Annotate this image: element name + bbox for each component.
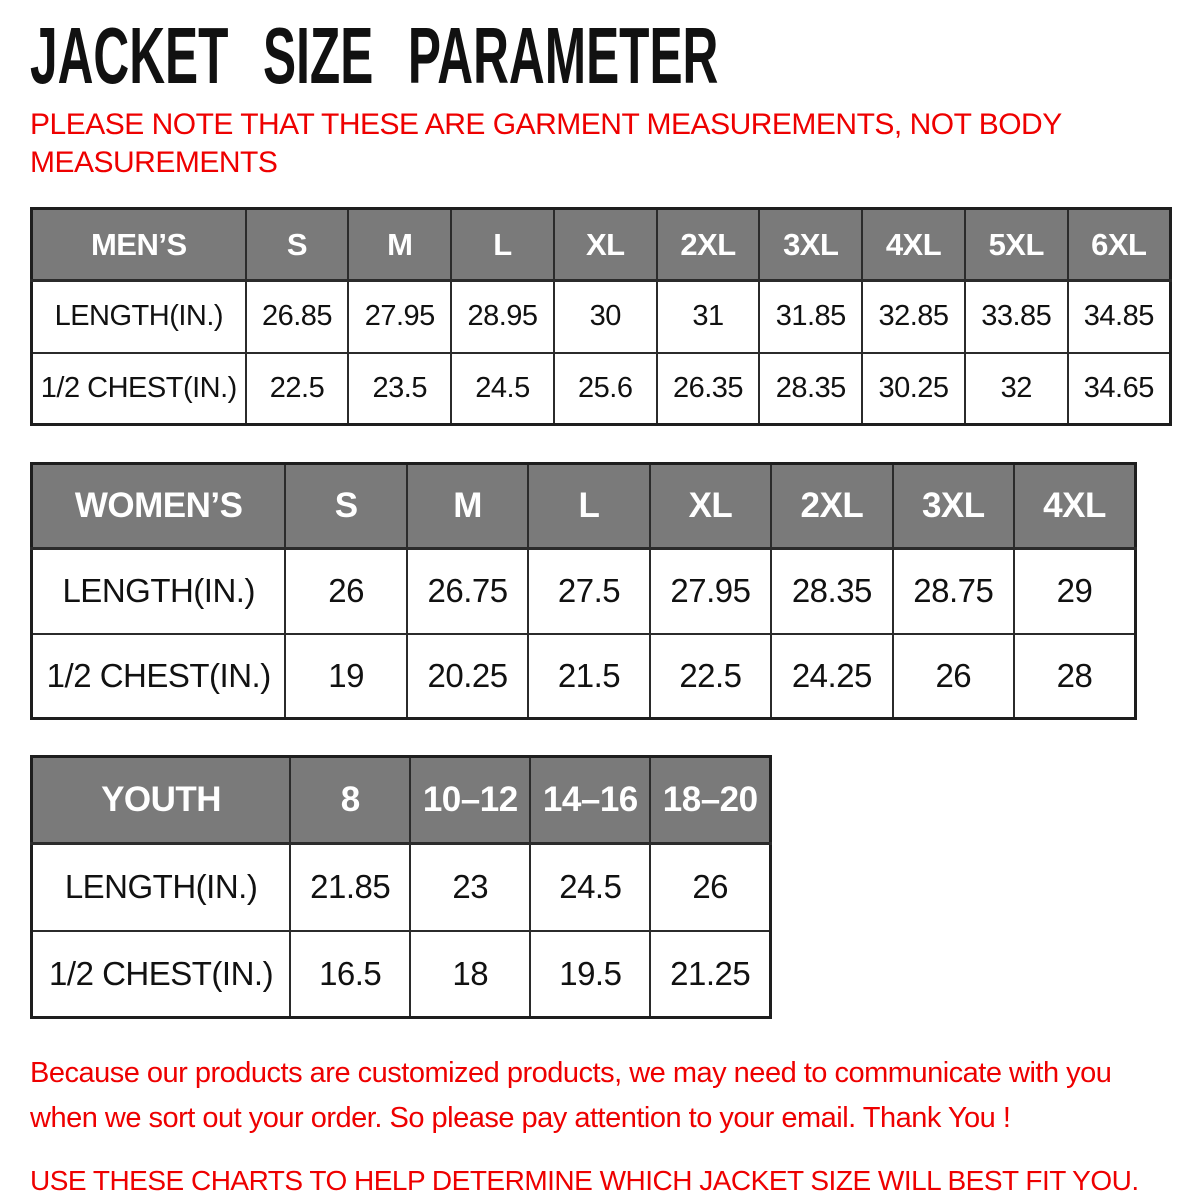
size-header-cell: 3XL <box>893 464 1014 549</box>
size-header-cell: L <box>451 209 554 281</box>
value-cell: 27.95 <box>348 281 451 353</box>
value-cell: 32.85 <box>862 281 965 353</box>
value-cell: 24.25 <box>771 634 892 719</box>
measurement-row <box>32 844 771 931</box>
value-cell: 19 <box>285 634 406 719</box>
row-label-cell: LENGTH(IN.) <box>32 281 246 353</box>
row-label-cell: 1/2 CHEST(IN.) <box>32 353 246 425</box>
value-cell: 26 <box>285 549 406 634</box>
value-cell: 21.85 <box>290 844 410 931</box>
value-cell: 22.5 <box>246 353 349 425</box>
table-title-cell: MEN’S <box>32 209 246 281</box>
value-cell: 28.35 <box>771 549 892 634</box>
size-header-cell: M <box>407 464 528 549</box>
value-cell: 19.5 <box>530 931 650 1018</box>
header-row <box>32 464 1136 549</box>
value-cell: 30.25 <box>862 353 965 425</box>
value-cell: 16.5 <box>290 931 410 1018</box>
value-cell: 28.95 <box>451 281 554 353</box>
size-header-cell: 14–16 <box>530 757 650 844</box>
value-cell: 28 <box>1014 634 1135 719</box>
value-cell: 28.75 <box>893 549 1014 634</box>
row-label-cell: 1/2 CHEST(IN.) <box>32 931 291 1018</box>
row-label-cell: 1/2 CHEST(IN.) <box>32 634 286 719</box>
value-cell: 26.85 <box>246 281 349 353</box>
value-cell: 27.5 <box>528 549 649 634</box>
size-header-cell: 2XL <box>657 209 760 281</box>
header-row <box>32 757 771 844</box>
garment-measurement-note <box>30 106 1172 181</box>
size-header-cell: 5XL <box>965 209 1068 281</box>
value-cell: 27.95 <box>650 549 771 634</box>
value-cell: 28.35 <box>759 353 862 425</box>
measurement-row <box>32 931 771 1018</box>
size-header-cell: 10–12 <box>410 757 530 844</box>
value-cell: 34.65 <box>1068 353 1171 425</box>
page-title <box>30 11 1172 100</box>
customization-notice-line-2: when we sort out your order. So please pay attention to your email. Thank You ! <box>30 1101 1011 1134</box>
size-header-cell: 4XL <box>862 209 965 281</box>
value-cell: 31 <box>657 281 760 353</box>
size-header-cell: M <box>348 209 451 281</box>
value-cell: 21.25 <box>650 931 770 1018</box>
value-cell: 26.75 <box>407 549 528 634</box>
customization-notice-line-1: Because our products are customized products, we may need to communicate with you <box>30 1057 1112 1089</box>
table-title-cell: WOMEN’S <box>32 464 286 549</box>
value-cell: 34.85 <box>1068 281 1171 353</box>
size-header-cell: S <box>285 464 406 549</box>
value-cell: 32 <box>965 353 1068 425</box>
value-cell: 29 <box>1014 549 1135 634</box>
value-cell: 21.5 <box>528 634 649 719</box>
size-header-cell: 18–20 <box>650 757 770 844</box>
mens-size-table <box>30 207 1172 426</box>
usage-instruction: USE THESE CHARTS TO HELP DETERMINE WHICH JACKET SIZE WILL BEST FIT YOU. <box>30 1164 1139 1196</box>
page-title-text: JACKET SIZE PARAMETER <box>30 11 719 100</box>
value-cell: 24.5 <box>530 844 650 931</box>
size-header-cell: S <box>246 209 349 281</box>
note-line-1: PLEASE NOTE THAT THESE ARE GARMENT MEASUREMENTS, NOT BODY <box>30 108 1062 141</box>
measurement-row <box>32 634 1136 719</box>
size-header-cell: 3XL <box>759 209 862 281</box>
value-cell: 30 <box>554 281 657 353</box>
value-cell: 18 <box>410 931 530 1018</box>
size-header-cell: XL <box>554 209 657 281</box>
value-cell: 26 <box>893 634 1014 719</box>
header-row <box>32 209 1171 281</box>
measurement-row <box>32 353 1171 425</box>
measurement-row <box>32 281 1171 353</box>
value-cell: 24.5 <box>451 353 554 425</box>
size-header-cell: 4XL <box>1014 464 1135 549</box>
value-cell: 22.5 <box>650 634 771 719</box>
row-label-cell: LENGTH(IN.) <box>32 844 291 931</box>
value-cell: 23 <box>410 844 530 931</box>
size-header-cell: 8 <box>290 757 410 844</box>
note-line-2: MEASUREMENTS <box>30 145 278 179</box>
value-cell: 25.6 <box>554 353 657 425</box>
youth-size-table <box>30 755 772 1019</box>
value-cell: 31.85 <box>759 281 862 353</box>
row-label-cell: LENGTH(IN.) <box>32 549 286 634</box>
measurement-row <box>32 549 1136 634</box>
size-header-cell: 6XL <box>1068 209 1171 281</box>
customization-notice <box>30 1051 1170 1141</box>
value-cell: 26 <box>650 844 770 931</box>
value-cell: 20.25 <box>407 634 528 719</box>
size-header-cell: XL <box>650 464 771 549</box>
size-header-cell: 2XL <box>771 464 892 549</box>
value-cell: 23.5 <box>348 353 451 425</box>
size-header-cell: L <box>528 464 649 549</box>
table-title-cell: YOUTH <box>32 757 291 844</box>
womens-size-table <box>30 462 1137 720</box>
value-cell: 26.35 <box>657 353 760 425</box>
value-cell: 33.85 <box>965 281 1068 353</box>
